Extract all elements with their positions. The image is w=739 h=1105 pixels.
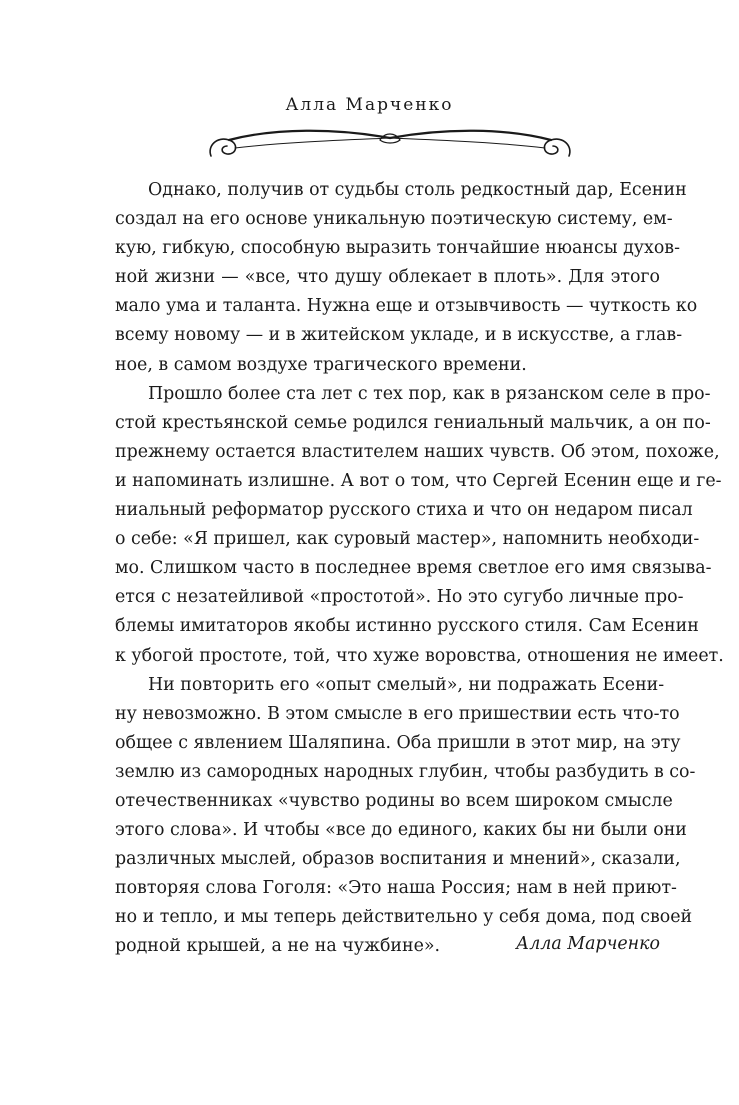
text-line: ниальный реформатор русского стиха и что он недаром писал	[115, 500, 693, 521]
text-line: различных мыслей, образов воспитания и мнений», сказали,	[115, 849, 681, 870]
text-line: но и тепло, и мы теперь действительно у себя дома, под своей	[115, 907, 693, 928]
text-line: кую, гибкую, способную выразить тончайшие нюансы духов-	[115, 238, 680, 259]
text-line: мало ума и таланта. Нужна еще и отзывчивость — чуткость ко	[115, 296, 698, 317]
text-line: создал на его основе уникальную поэтическую систему, ем-	[115, 209, 673, 230]
text-line: этого слова». И чтобы «все до единого, каких бы ни были они	[115, 820, 687, 841]
text-line: ну невозможно. В этом смысле в его пришествии есть что-то	[115, 703, 680, 724]
text-line: прежнему остается властителем наших чувств. Об этом, похоже,	[115, 441, 720, 462]
body-text	[115, 176, 724, 962]
text-line: ное, в самом воздухе трагического времени.	[115, 354, 527, 375]
running-title: Алла Марченко	[285, 95, 454, 115]
text-line: землю из самородных народных глубин, чтобы разбудить в со-	[115, 761, 696, 782]
text-line: Однако, получив от судьбы столь редкостный дар, Есенин	[148, 180, 687, 200]
text-line: общее с явлением Шаляпина. Оба пришли в этот мир, на эту	[115, 732, 681, 753]
text-line: повторяя слова Гоголя: «Это наша Россия; нам в ней приют-	[115, 878, 677, 899]
text-line: Ни повторить его «опыт смелый», ни подражать Есени-	[148, 674, 665, 695]
text-line: о себе: «Я пришел, как суровый мастер», напомнить необходи-	[115, 529, 700, 550]
author-signature: Алла Марченко	[516, 934, 660, 954]
text-line: всему новому — и в житейском укладе, и в искусстве, а глав-	[115, 325, 683, 346]
text-line: к убогой простоте, той, что хуже воровства, отношения не имеет.	[115, 645, 724, 666]
text-line: стой крестьянской семье родился гениальный мальчик, а он по-	[115, 412, 711, 433]
text-line: отечественниках «чувство родины во всем широком смысле	[115, 790, 673, 811]
text-line: ется с незатейливой «простотой». Но это сугубо личные про-	[115, 587, 684, 608]
text-line: блемы имитаторов якобы истинно русского стиля. Сам Есенин	[115, 616, 699, 637]
flourish-divider-icon	[205, 124, 575, 166]
text-line: мо. Слишком часто в последнее время светлое его имя связыва-	[115, 558, 712, 579]
text-line: ной жизни — «все, что душу облекает в плоть». Для этого	[115, 267, 660, 288]
text-line: и напоминать излишне. А вот о том, что Сергей Есенин еще и ге-	[115, 470, 722, 491]
text-line: родной крышей, а не на чужбине».	[115, 936, 441, 957]
text-line: Прошло более ста лет с тех пор, как в рязанском селе в про-	[148, 383, 711, 404]
